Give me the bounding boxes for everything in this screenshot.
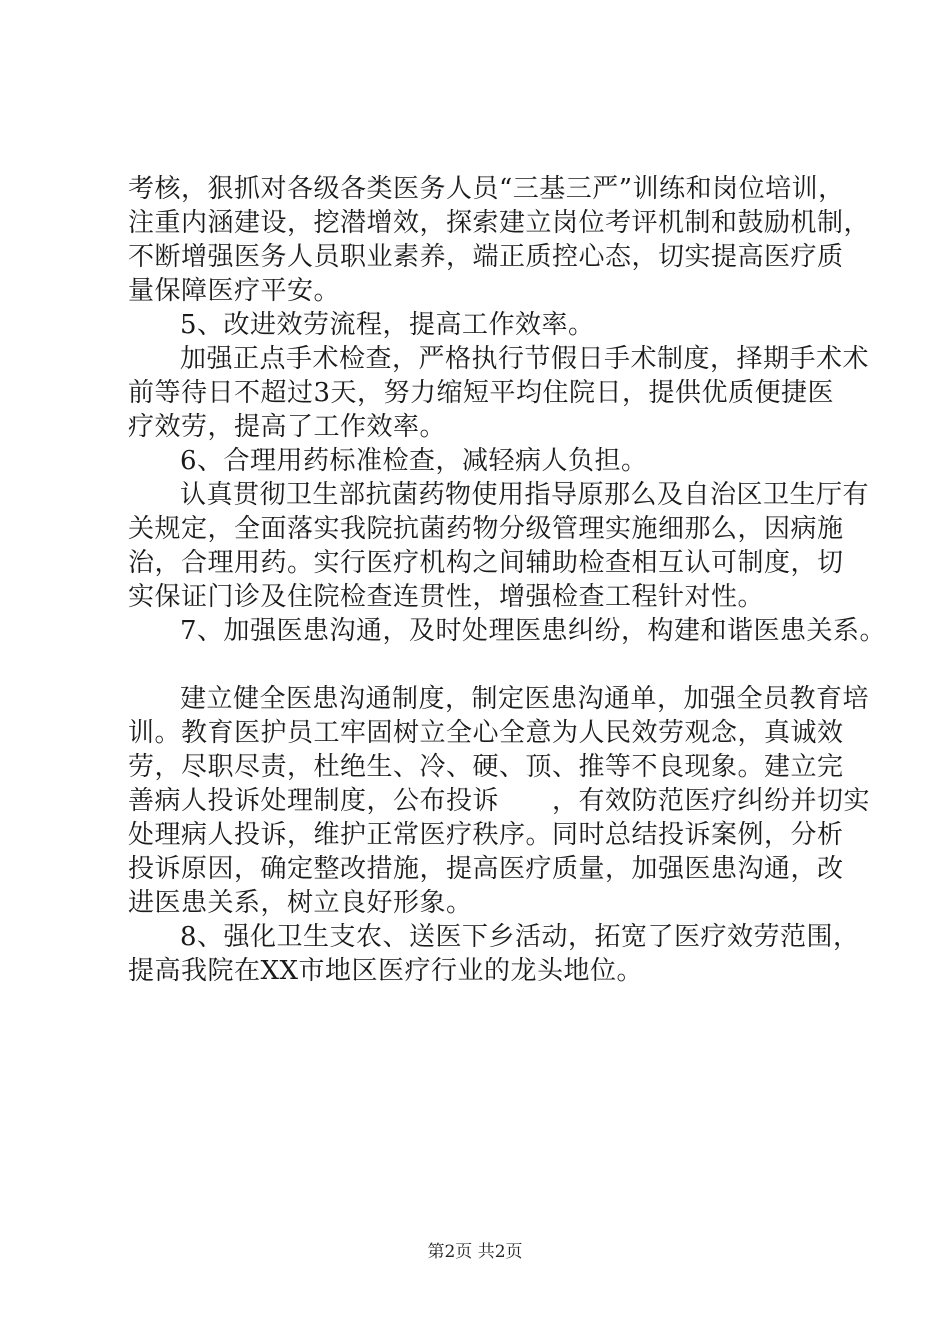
text-line: 认真贯彻卫生部抗菌药物使用指导原那么及自治区卫生厅有 bbox=[180, 480, 870, 510]
text-line: 量保障医疗平安。 bbox=[128, 276, 341, 306]
text-line: 关规定，全面落实我院抗菌药物分级管理实施细那么，因病施 bbox=[128, 514, 844, 544]
page-footer: 第2页 共2页 bbox=[427, 1242, 523, 1262]
section-heading-5: 5、改进效劳流程，提高工作效率。 bbox=[180, 310, 595, 340]
text-line: 训。教育医护员工牢固树立全心全意为人民效劳观念，真诚效 bbox=[128, 718, 844, 748]
document-body bbox=[128, 172, 887, 988]
text-line: 前等待日不超过3天，努力缩短平均住院日，提供优质便捷医 bbox=[128, 378, 835, 408]
text-line: 建立健全医患沟通制度，制定医患沟通单，加强全员教育培 bbox=[180, 684, 870, 714]
paragraph-spacer bbox=[128, 648, 828, 682]
section-heading-8: 8、强化卫生支农、送医下乡活动，拓宽了医疗效劳范围， bbox=[180, 922, 860, 952]
text-line: 善病人投诉处理制度，公布投诉 ，有效防范医疗纠纷并切实 bbox=[128, 786, 871, 816]
text-line: 不断增强医务人员职业素养，端正质控心态，切实提高医疗质 bbox=[128, 242, 844, 272]
section-heading-6: 6、合理用药标准检查，减轻病人负担。 bbox=[180, 446, 648, 476]
text-line: 治，合理用药。实行医疗机构之间辅助检查相互认可制度，切 bbox=[128, 548, 844, 578]
text-line: 处理病人投诉，维护正常医疗秩序。同时总结投诉案例，分析 bbox=[128, 820, 844, 850]
section-heading-7: 7、加强医患沟通，及时处理医患纠纷，构建和谐医患关系。 bbox=[180, 616, 887, 646]
text-line: 投诉原因，确定整改措施，提高医疗质量，加强医患沟通，改 bbox=[128, 854, 844, 884]
text-line: 注重内涵建设，挖潜增效，探索建立岗位考评机制和鼓励机制， bbox=[128, 208, 871, 238]
text-line: 劳，尽职尽责，杜绝生、冷、硬、顶、推等不良现象。建立完 bbox=[128, 752, 844, 782]
text-line: 提高我院在XX市地区医疗行业的龙头地位。 bbox=[128, 956, 644, 986]
text-line: 考核，狠抓对各级各类医务人员“三基三严”训练和岗位培训， bbox=[128, 174, 845, 204]
text-line: 加强正点手术检查，严格执行节假日手术制度，择期手术术 bbox=[180, 344, 870, 374]
text-line: 进医患关系，树立良好形象。 bbox=[128, 888, 473, 918]
text-line: 疗效劳，提高了工作效率。 bbox=[128, 412, 447, 442]
text-line: 实保证门诊及住院检查连贯性，增强检查工程针对性。 bbox=[128, 582, 765, 612]
